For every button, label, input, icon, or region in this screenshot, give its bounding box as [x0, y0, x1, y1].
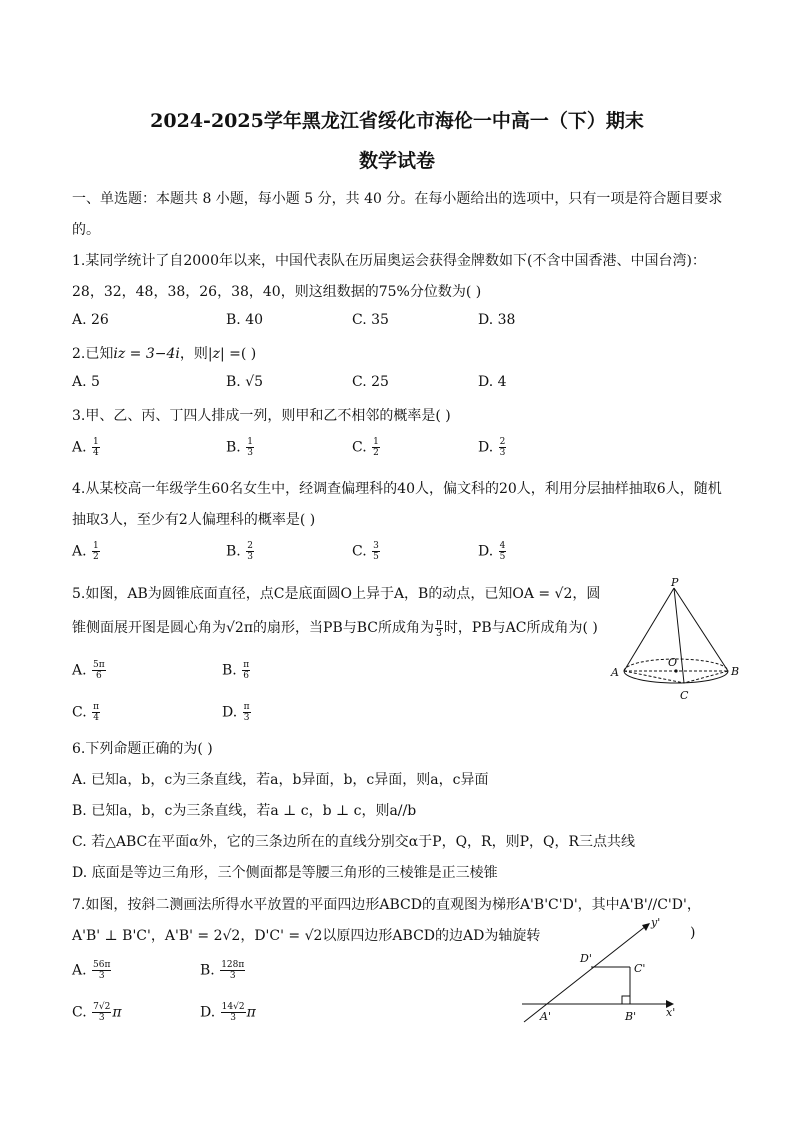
label-b: B [731, 665, 740, 678]
q2-suffix: ( ) [240, 346, 257, 362]
q2-expression: iz = 3−4i [113, 346, 180, 362]
q7-stem-line2-end: ) [690, 925, 696, 941]
q3-option-b[interactable]: B. $\frac{1}{3}$ [226, 437, 253, 458]
oblique-figure [516, 910, 696, 1030]
q4-option-b[interactable]: B. $\frac{2}{3}$ [226, 541, 253, 562]
q1-option-d[interactable]: D. 38 [478, 312, 516, 328]
q6-option-b[interactable]: B. 已知a，b，c为三条直线，若a ⊥ c，b ⊥ c，则a//b [72, 803, 417, 819]
q5-stem-line1: 5.如图，AB为圆锥底面直径，点C是底面圆O上异于A，B的动点，已知OA = √2，圆 [72, 586, 601, 602]
label-c: C [680, 689, 689, 702]
q4-stem-line1: 4.从某校高一年级学生60名女生中，经调查偏理科的40人，偏文科的20人，利用分层抽样抽取6人，随机 [72, 481, 722, 497]
q6-option-a[interactable]: A. 已知a，b，c为三条直线，若a，b异面，b，c异面，则a，c异面 [72, 772, 489, 788]
q2-option-d[interactable]: D. 4 [478, 374, 507, 390]
q1-option-a[interactable]: A. 26 [72, 312, 109, 328]
q4-option-a[interactable]: A. $\frac{1}{2}$ [72, 541, 99, 562]
q7-option-a[interactable]: A. $\frac{56\pi}{3}$ [72, 960, 111, 981]
q3-option-d[interactable]: D. $\frac{2}{3}$ [478, 437, 506, 458]
q1-option-b[interactable]: B. 40 [226, 312, 264, 328]
label-b: B' [625, 1010, 637, 1023]
q2-option-b[interactable]: B. √5 [226, 374, 264, 390]
q7-option-d[interactable]: D. $\frac{14√2}{3}$ π [200, 1002, 256, 1023]
q5-stem-line2: 锥侧面展开图是圆心角为√2π的扇形，当PB与BC所成角为 $\frac{\pi}{3}$ 时，PB与AC所成角为( ) [72, 617, 598, 639]
q2-expression-2: |z| = [207, 346, 241, 362]
q7-option-c[interactable]: C. $\frac{7√2}{3}$ π [72, 1002, 122, 1023]
q5-option-a[interactable]: A. $\frac{5\pi}{6}$ [72, 660, 105, 681]
q5-option-d[interactable]: D. $\frac{\pi}{3}$ [222, 702, 250, 723]
cone-figure [604, 576, 754, 706]
q2-option-c[interactable]: C. 25 [352, 374, 389, 390]
q5-option-b[interactable]: B. $\frac{\pi}{6}$ [222, 660, 250, 681]
q4-option-c[interactable]: C. $\frac{3}{5}$ [352, 541, 379, 562]
q1-option-c[interactable]: C. 35 [352, 312, 389, 328]
q4-stem-line2: 抽取3人，至少有2人偏理科的概率是( ) [72, 512, 316, 528]
page-title: 2024-2025学年黑龙江省绥化市海伦一中高一（下）期末 [150, 110, 644, 132]
label-y-axis: y' [651, 916, 661, 929]
label-p: P [671, 576, 679, 589]
q3-option-a[interactable]: A. $\frac{1}{4}$ [72, 437, 99, 458]
q7-option-b[interactable]: B. $\frac{128\pi}{3}$ [200, 960, 245, 981]
label-c: C' [634, 962, 646, 975]
label-x-axis: x' [666, 1006, 676, 1019]
q3-option-c[interactable]: C. $\frac{1}{2}$ [352, 437, 379, 458]
q1-stem-line1: 1.某同学统计了自2000年以来，中国代表队在历届奥运会获得金牌数如下(不含中国香港、中国台湾)： [72, 253, 706, 269]
q1-stem-line2: 28，32，48，38，26，38，40，则这组数据的75%分位数为( ) [72, 284, 482, 300]
q7-stem-line1: 7.如图，按斜二测画法所得水平放置的平面四边形ABCD的直观图为梯形A'B'C'D'，其中A'B'//C'D'， [72, 897, 701, 913]
q7-stem-line2: A'B' ⊥ B'C'，A'B' = 2√2，D'C' = √2以原四边形ABCD的边AD为轴旋转 [72, 928, 541, 944]
q2-option-a[interactable]: A. 5 [72, 374, 100, 390]
label-d: D' [580, 952, 592, 965]
section-heading-line1: 一、单选题：本题共 8 小题，每小题 5 分，共 40 分。在每小题给出的选项中，只有一项是符合题目要求 [72, 191, 723, 207]
q6-option-d[interactable]: D. 底面是等边三角形，三个侧面都是等腰三角形的三棱锥是正三棱锥 [72, 865, 498, 881]
q3-stem: 3.甲、乙、丙、丁四人排成一列，则甲和乙不相邻的概率是( ) [72, 408, 451, 424]
q6-option-c[interactable]: C. 若△ABC在平面α外，它的三条边所在的直线分别交α于P，Q，R，则P，Q，R三点共线 [72, 834, 636, 850]
label-o: O [668, 656, 678, 669]
label-a: A' [540, 1010, 551, 1023]
q2-stem [72, 343, 256, 363]
q5-option-c[interactable]: C. $\frac{\pi}{4}$ [72, 702, 100, 723]
q2-prefix: 2.已知 [72, 346, 114, 362]
q6-stem: 6.下列命题正确的为( ) [72, 741, 213, 757]
label-a: A [611, 666, 619, 679]
section-heading-line2: 的。 [72, 222, 100, 238]
q2-middle: ，则 [179, 346, 208, 362]
q4-option-d[interactable]: D. $\frac{4}{5}$ [478, 541, 506, 562]
page-subtitle: 数学试卷 [358, 150, 435, 172]
